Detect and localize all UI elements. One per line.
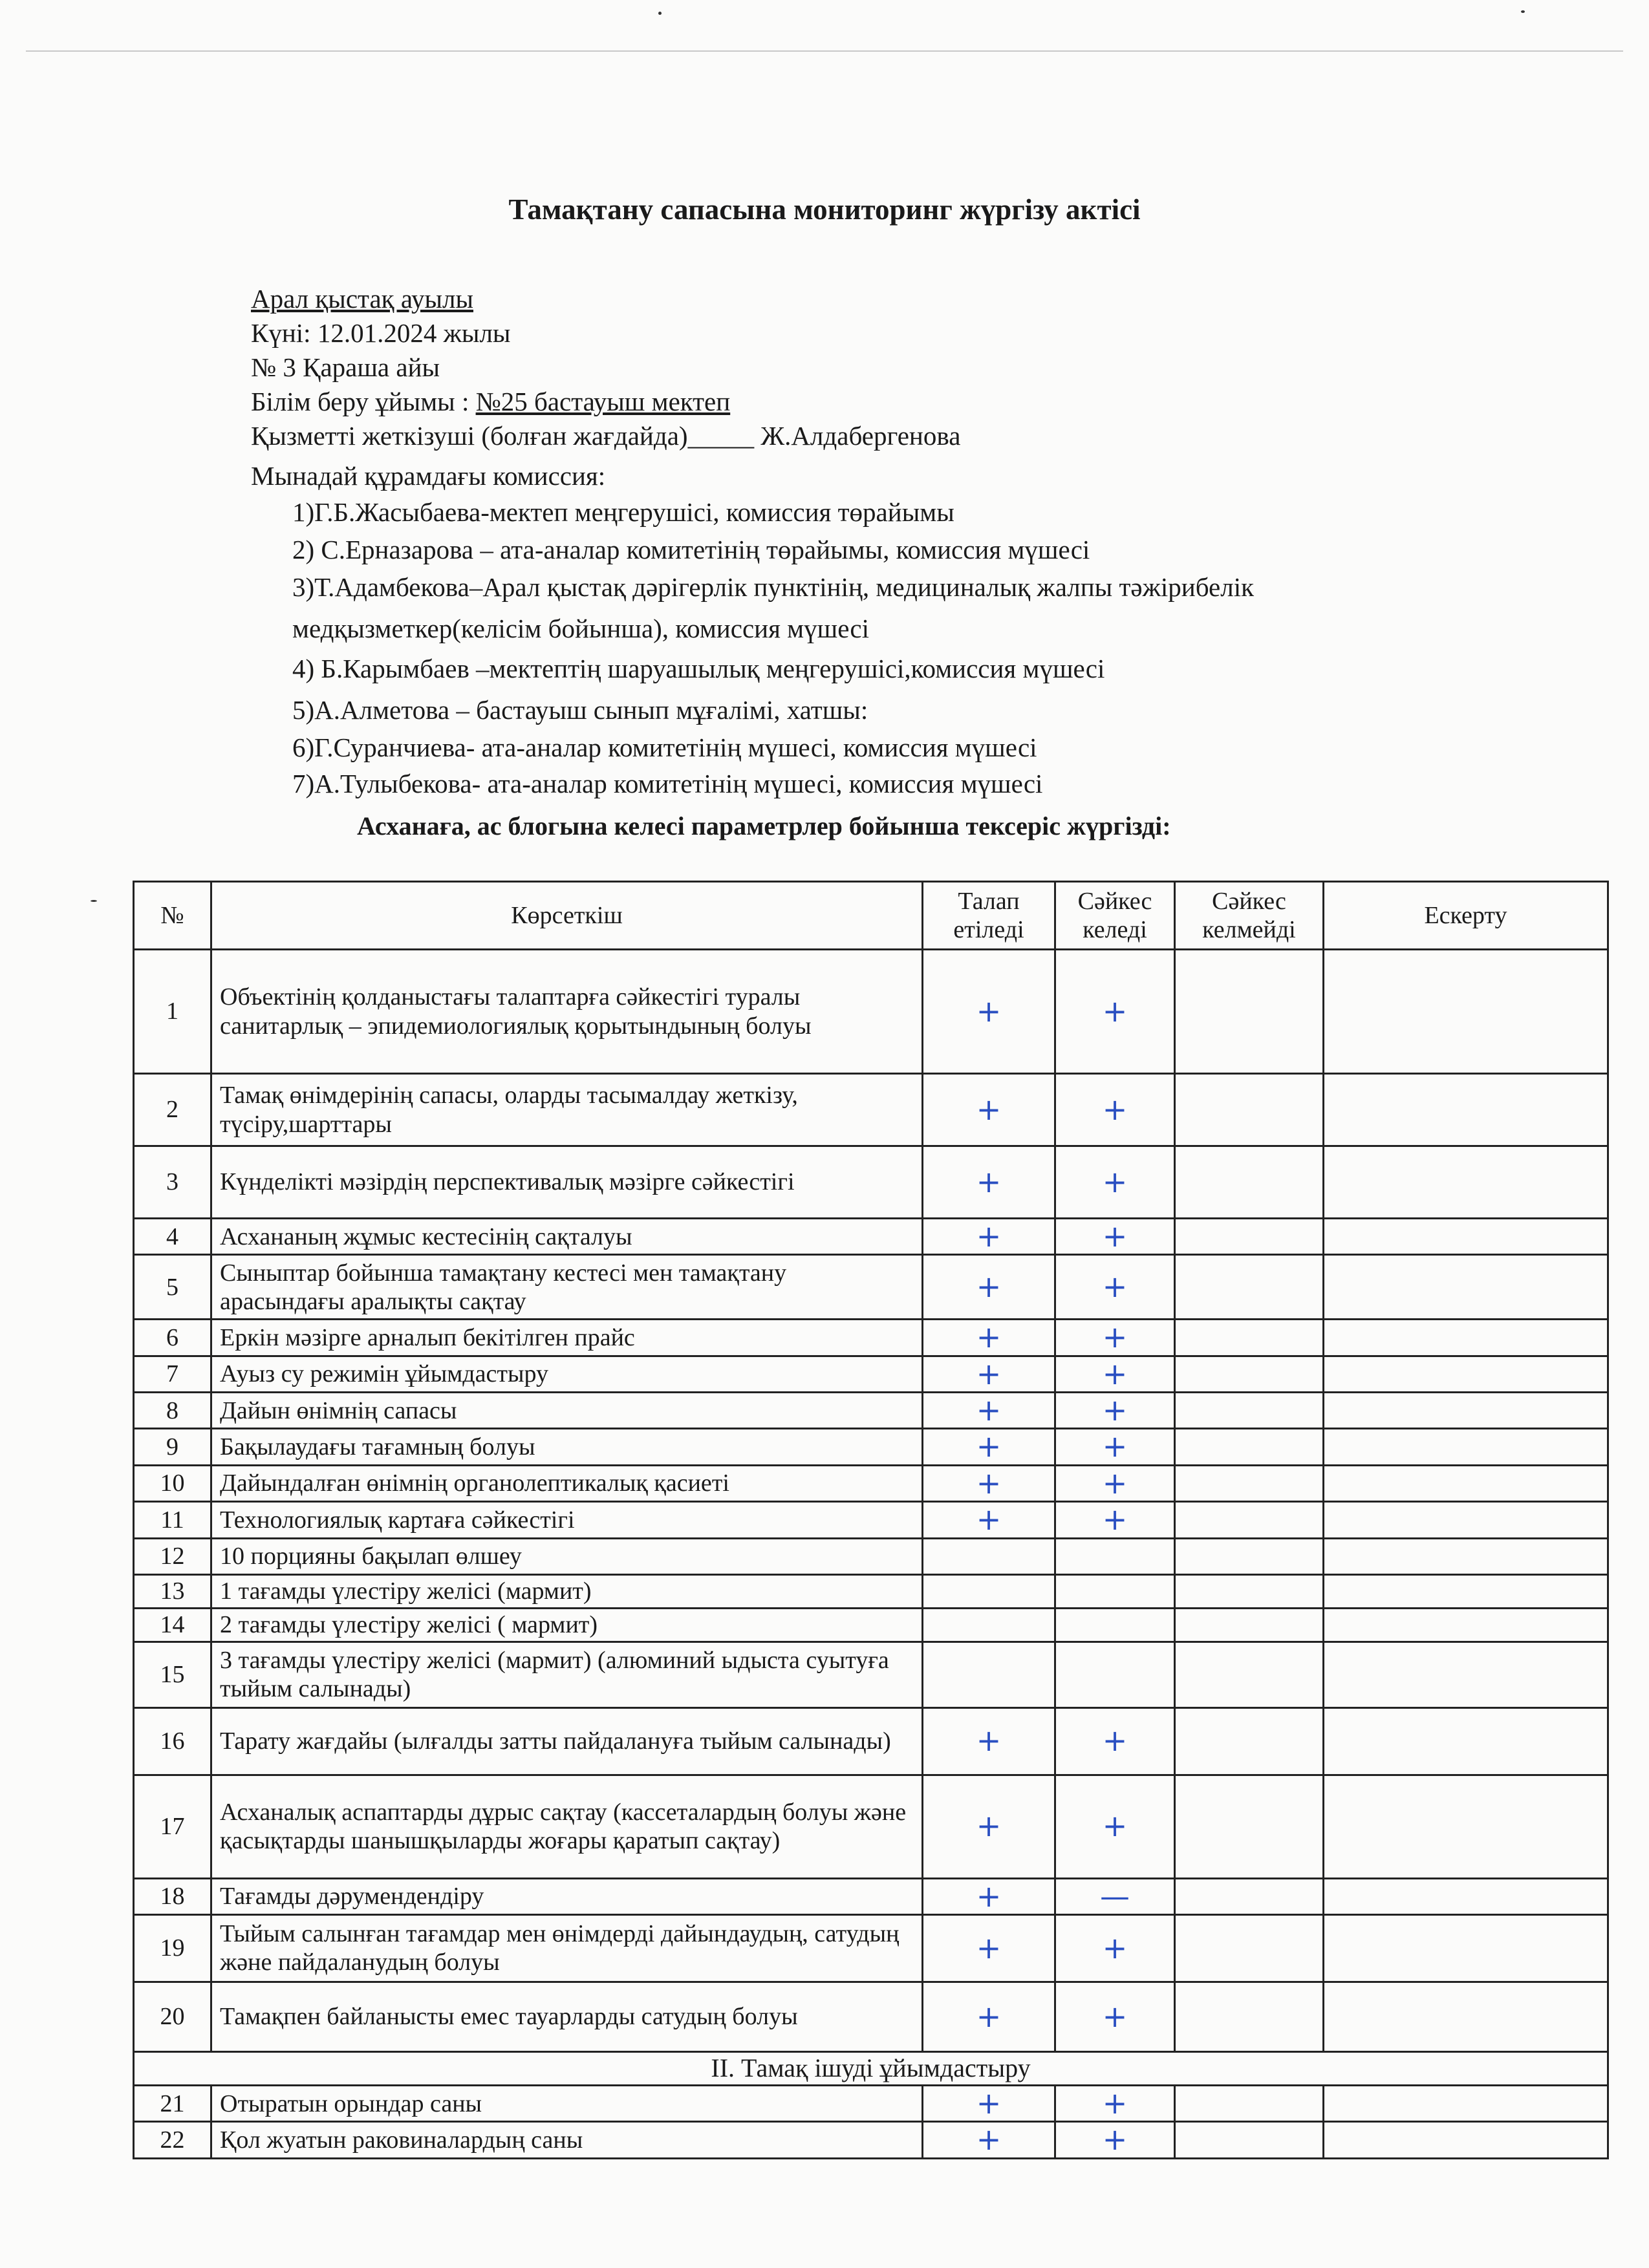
note-cell <box>1324 1608 1608 1642</box>
row-number: 16 <box>134 1707 211 1775</box>
not-complies-mark <box>1175 1502 1324 1538</box>
organization-line <box>251 386 730 417</box>
indicator-cell: 2 тағамды үлестіру желісі ( мармит) <box>211 1608 923 1642</box>
note-cell <box>1324 1538 1608 1574</box>
not-complies-mark <box>1175 1320 1324 1356</box>
section-2-title: ІІ. Тамақ ішуді ұйымдастыру <box>134 2051 1608 2085</box>
col-header-not-complies: Сәйкес келмейді <box>1175 882 1324 950</box>
document-title: Тамақтану сапасына мониторинг жүргізу актісі <box>508 193 1141 226</box>
note-cell <box>1324 1429 1608 1465</box>
required-mark: + <box>923 2122 1055 2158</box>
not-complies-mark <box>1175 1393 1324 1429</box>
table-row <box>134 1982 1608 2051</box>
table-row <box>134 2085 1608 2121</box>
table-row <box>134 2122 1608 2158</box>
not-complies-mark <box>1175 950 1324 1074</box>
note-cell <box>1324 1574 1608 1608</box>
complies-mark <box>1055 1608 1175 1642</box>
not-complies-mark <box>1175 2085 1324 2121</box>
note-cell <box>1324 1146 1608 1219</box>
complies-mark <box>1055 1574 1175 1608</box>
row-number: 2 <box>134 1074 211 1146</box>
note-cell <box>1324 950 1608 1074</box>
not-complies-mark <box>1175 1608 1324 1642</box>
indicator-cell: Тамақ өнімдерінің сапасы, оларды тасымалдау жеткізу, түсіру,шарттары <box>211 1074 923 1146</box>
table-row <box>134 1914 1608 1982</box>
complies-mark: + <box>1055 1982 1175 2051</box>
table-row <box>134 1074 1608 1146</box>
indicator-cell: 10 порцияны бақылап өлшеу <box>211 1538 923 1574</box>
complies-mark: + <box>1055 1775 1175 1878</box>
row-number: 7 <box>134 1356 211 1392</box>
section-heading-row <box>134 2051 1608 2085</box>
commission-member: 7)А.Тулыбекова- ата-аналар комитетінің мүшесі, комиссия мүшесі <box>292 769 1043 798</box>
table-row <box>134 950 1608 1074</box>
table-body-section-2 <box>134 2085 1608 2158</box>
not-complies-mark <box>1175 1255 1324 1320</box>
indicator-cell: Тағамды дәрумендендіру <box>211 1878 923 1914</box>
organization-value: №25 бастауыш мектеп <box>475 387 731 416</box>
note-cell <box>1324 1356 1608 1392</box>
not-complies-mark <box>1175 1465 1324 1501</box>
complies-mark: + <box>1055 1502 1175 1538</box>
not-complies-mark <box>1175 1219 1324 1255</box>
col-header-note: Ескерту <box>1324 882 1608 950</box>
indicator-cell: Технологиялық картаға сәйкестігі <box>211 1502 923 1538</box>
row-number: 3 <box>134 1146 211 1219</box>
organization-label: Білім беру ұйымы : <box>251 387 476 416</box>
required-mark: + <box>923 1429 1055 1465</box>
not-complies-mark <box>1175 1538 1324 1574</box>
indicator-cell: Бақылаудағы тағамның болуы <box>211 1429 923 1465</box>
note-cell <box>1324 2085 1608 2121</box>
note-cell <box>1324 1775 1608 1878</box>
complies-mark: + <box>1055 1356 1175 1392</box>
checklist-table <box>133 881 1609 2159</box>
note-cell <box>1324 1502 1608 1538</box>
indicator-cell: Отыратын орындар саны <box>211 2085 923 2121</box>
indicator-cell: 3 тағамды үлестіру желісі (мармит) (алюминий ыдыста суытуға тыйым салынады) <box>211 1642 923 1707</box>
not-complies-mark <box>1175 2122 1324 2158</box>
indicator-cell: Тыйым салынған тағамдар мен өнімдерді дайындаудың, сатудың және пайдаланудың болуы <box>211 1914 923 1982</box>
complies-mark: + <box>1055 1707 1175 1775</box>
row-number: 22 <box>134 2122 211 2158</box>
not-complies-mark <box>1175 1146 1324 1219</box>
required-mark: + <box>923 1775 1055 1878</box>
complies-mark: + <box>1055 1255 1175 1320</box>
not-complies-mark <box>1175 1878 1324 1914</box>
required-mark: + <box>923 1219 1055 1255</box>
table-row <box>134 1642 1608 1707</box>
table-header-row <box>134 882 1608 950</box>
row-number: 5 <box>134 1255 211 1320</box>
row-number: 6 <box>134 1320 211 1356</box>
col-header-indicator: Көрсеткіш <box>211 882 923 950</box>
note-cell <box>1324 1393 1608 1429</box>
required-mark <box>923 1574 1055 1608</box>
scan-speck <box>91 900 97 902</box>
not-complies-mark <box>1175 1356 1324 1392</box>
indicator-cell: Дайын өнімнің сапасы <box>211 1393 923 1429</box>
required-mark: + <box>923 950 1055 1074</box>
complies-mark: + <box>1055 1429 1175 1465</box>
required-mark: + <box>923 1982 1055 2051</box>
village-line: Арал қыстақ ауылы <box>251 284 473 314</box>
note-cell <box>1324 1707 1608 1775</box>
indicator-cell: Күнделікті мәзірдің перспективалық мәзірге сәйкестігі <box>211 1146 923 1219</box>
required-mark: + <box>923 1914 1055 1982</box>
indicator-cell: Сыныптар бойынша тамақтану кестесі мен тамақтану арасындағы аралықты сақтау <box>211 1255 923 1320</box>
row-number: 11 <box>134 1502 211 1538</box>
complies-mark: + <box>1055 1914 1175 1982</box>
commission-member: 3)Т.Адамбекова–Арал қыстақ дәрігерлік пунктінің, медициналық жалпы тәжірибелік <box>292 572 1255 602</box>
complies-mark: + <box>1055 2085 1175 2121</box>
table-row <box>134 1775 1608 1878</box>
date-line: Күні: 12.01.2024 жылы <box>251 318 511 348</box>
row-number: 9 <box>134 1429 211 1465</box>
required-mark: + <box>923 1255 1055 1320</box>
required-mark: + <box>923 1707 1055 1775</box>
note-cell <box>1324 1642 1608 1707</box>
row-number: 12 <box>134 1538 211 1574</box>
not-complies-mark <box>1175 1642 1324 1707</box>
required-mark: + <box>923 1074 1055 1146</box>
commission-member: 4) Б.Карымбаев –мектептің шаруашылық меңгерушісі,комиссия мүшесі <box>292 654 1105 683</box>
commission-intro: Мынадай құрамдағы комиссия: <box>251 461 606 491</box>
table-row <box>134 1219 1608 1255</box>
scan-speck <box>658 12 662 15</box>
required-mark: + <box>923 1356 1055 1392</box>
table-row <box>134 1502 1608 1538</box>
row-number: 8 <box>134 1393 211 1429</box>
table-row <box>134 1608 1608 1642</box>
required-mark <box>923 1608 1055 1642</box>
complies-mark: + <box>1055 1146 1175 1219</box>
required-mark: + <box>923 1465 1055 1501</box>
indicator-cell: Асханалық аспаптарды дұрыс сақтау (кассеталардың болуы және қасықтарды шанышқыларды жоғары қаратып сақтау) <box>211 1775 923 1878</box>
complies-mark: + <box>1055 950 1175 1074</box>
scan-speck <box>1521 10 1525 13</box>
col-header-number: № <box>134 882 211 950</box>
required-mark: + <box>923 1502 1055 1538</box>
required-mark: + <box>923 1320 1055 1356</box>
note-cell <box>1324 1982 1608 2051</box>
table-row <box>134 1429 1608 1465</box>
indicator-cell: Объектінің қолданыстағы талаптарға сәйкестігі туралы санитарлық – эпидемиологиялық қорытындының болуы <box>211 950 923 1074</box>
row-number: 13 <box>134 1574 211 1608</box>
complies-mark <box>1055 1642 1175 1707</box>
required-mark: + <box>923 1393 1055 1429</box>
complies-mark: + <box>1055 1320 1175 1356</box>
note-cell <box>1324 1914 1608 1982</box>
table-row <box>134 1707 1608 1775</box>
col-header-complies: Сәйкес келеді <box>1055 882 1175 950</box>
indicator-cell: Тарату жағдайы (ылғалды затты пайдалануға тыйым салынады) <box>211 1707 923 1775</box>
not-complies-mark <box>1175 1574 1324 1608</box>
required-mark <box>923 1642 1055 1707</box>
commission-member: 2) С.Ерназарова – ата-аналар комитетінің төрайымы, комиссия мүшесі <box>292 535 1090 564</box>
row-number: 18 <box>134 1878 211 1914</box>
complies-mark: + <box>1055 1393 1175 1429</box>
row-number: 21 <box>134 2085 211 2121</box>
row-number: 14 <box>134 1608 211 1642</box>
required-mark: + <box>923 1146 1055 1219</box>
table-section-2 <box>134 2051 1608 2085</box>
commission-member: 6)Г.Суранчиева- ата-аналар комитетінің мүшесі, комиссия мүшесі <box>292 733 1037 762</box>
note-cell <box>1324 1074 1608 1146</box>
row-number: 10 <box>134 1465 211 1501</box>
table-row <box>134 1574 1608 1608</box>
not-complies-mark <box>1175 1775 1324 1878</box>
complies-mark: + <box>1055 1074 1175 1146</box>
table-row <box>134 1393 1608 1429</box>
complies-mark <box>1055 1538 1175 1574</box>
table-body-section-1 <box>134 950 1608 2052</box>
table-row <box>134 1255 1608 1320</box>
scan-edge-line <box>26 50 1623 52</box>
required-mark <box>923 1538 1055 1574</box>
note-cell <box>1324 1465 1608 1501</box>
not-complies-mark <box>1175 1074 1324 1146</box>
table-row <box>134 1356 1608 1392</box>
commission-member: 1)Г.Б.Жасыбаева-мектеп меңгерушісі, комиссия төрайымы <box>292 497 954 527</box>
not-complies-mark <box>1175 1914 1324 1982</box>
required-mark: + <box>923 1878 1055 1914</box>
not-complies-mark <box>1175 1707 1324 1775</box>
table-row <box>134 1538 1608 1574</box>
note-cell <box>1324 1219 1608 1255</box>
row-number: 17 <box>134 1775 211 1878</box>
table-row <box>134 1878 1608 1914</box>
complies-mark: + <box>1055 1465 1175 1501</box>
inspection-heading: Асханаға, ас блогына келесі параметрлер бойынша тексеріс жүргізді: <box>357 811 1171 840</box>
row-number: 1 <box>134 950 211 1074</box>
indicator-cell: Дайындалған өнімнің органолептикалық қасиеті <box>211 1465 923 1501</box>
number-line: № 3 Қараша айы <box>251 352 440 382</box>
complies-mark: + <box>1055 1219 1175 1255</box>
indicator-cell: Ауыз су режимін ұйымдастыру <box>211 1356 923 1392</box>
indicator-cell: Асхананың жұмыс кестесінің сақталуы <box>211 1219 923 1255</box>
note-cell <box>1324 1255 1608 1320</box>
note-cell <box>1324 2122 1608 2158</box>
commission-member: медқызметкер(келісім бойынша), комиссия мүшесі <box>292 614 870 643</box>
table-row <box>134 1146 1608 1219</box>
row-number: 4 <box>134 1219 211 1255</box>
note-cell <box>1324 1878 1608 1914</box>
col-header-required: Талап етіледі <box>923 882 1055 950</box>
row-number: 20 <box>134 1982 211 2051</box>
complies-mark: — <box>1055 1878 1175 1914</box>
required-mark: + <box>923 2085 1055 2121</box>
indicator-cell: Еркін мәзірге арналып бекітілген прайс <box>211 1320 923 1356</box>
indicator-cell: Қол жуатын раковиналардың саны <box>211 2122 923 2158</box>
row-number: 15 <box>134 1642 211 1707</box>
commission-member: 5)А.Алметова – бастауыш сынып мұғалімі, хатшы: <box>292 695 868 725</box>
indicator-cell: 1 тағамды үлестіру желісі (мармит) <box>211 1574 923 1608</box>
table-row <box>134 1465 1608 1501</box>
complies-mark: + <box>1055 2122 1175 2158</box>
note-cell <box>1324 1320 1608 1356</box>
indicator-cell: Тамақпен байланысты емес тауарларды сатудың болуы <box>211 1982 923 2051</box>
supplier-line: Қызметті жеткізуші (болған жағдайда)_____ Ж.Алдабергенова <box>251 421 961 451</box>
not-complies-mark <box>1175 1429 1324 1465</box>
row-number: 19 <box>134 1914 211 1982</box>
not-complies-mark <box>1175 1982 1324 2051</box>
table-row <box>134 1320 1608 1356</box>
